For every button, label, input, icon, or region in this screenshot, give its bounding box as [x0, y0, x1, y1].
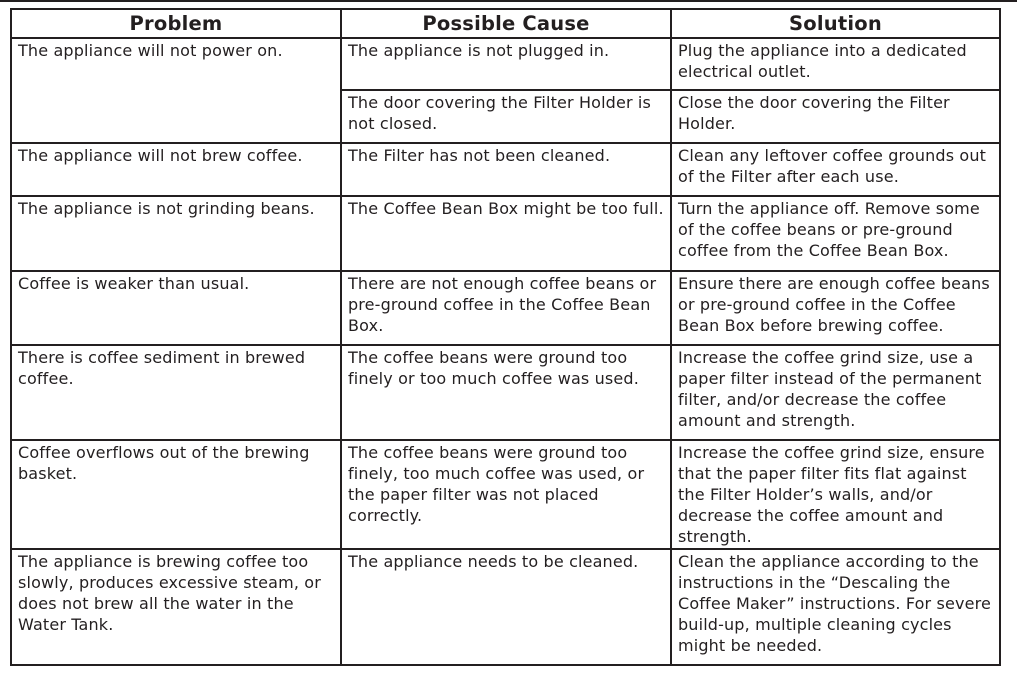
- page-top-rule: [0, 0, 1017, 2]
- solution-cell: Ensure there are enough coffee beans or pre-ground coffee in the Coffee Bean Box before brewing coffee.: [671, 271, 1000, 345]
- problem-cell: There is coffee sediment in brewed coffee.: [11, 345, 341, 440]
- problem-cell: Coffee is weaker than usual.: [11, 271, 341, 345]
- solution-cell: Increase the coffee grind size, use a paper filter instead of the permanent filter, and/or decrease the coffee amount and strength.: [671, 345, 1000, 440]
- table-row: [11, 440, 1000, 549]
- table-body: [11, 38, 1000, 665]
- cause-cell: The appliance is not plugged in.: [341, 38, 671, 90]
- solution-cell: Increase the coffee grind size, ensure that the paper filter fits flat against the Filter Holder’s walls, and/or decrease the coffee amount and strength.: [671, 440, 1000, 549]
- header-solution: Solution: [671, 9, 1000, 38]
- cause-cell: The door covering the Filter Holder is not closed.: [341, 90, 671, 143]
- cause-cell: The coffee beans were ground too finely, too much coffee was used, or the paper filter was not placed correctly.: [341, 440, 671, 549]
- problem-cell: The appliance will not brew coffee.: [11, 143, 341, 196]
- table-row: [11, 196, 1000, 271]
- solution-cell: Clean the appliance according to the instructions in the “Descaling the Coffee Maker” instructions. For severe build-up, multiple cleaning cycles might be needed.: [671, 549, 1000, 665]
- cause-cell: The Coffee Bean Box might be too full.: [341, 196, 671, 271]
- cause-cell: The coffee beans were ground too finely or too much coffee was used.: [341, 345, 671, 440]
- cause-cell: The appliance needs to be cleaned.: [341, 549, 671, 665]
- cause-cell: The Filter has not been cleaned.: [341, 143, 671, 196]
- cropped-heading-fragment: [636, 0, 646, 2]
- problem-cell: Coffee overflows out of the brewing basket.: [11, 440, 341, 549]
- solution-cell: Close the door covering the Filter Holder.: [671, 90, 1000, 143]
- cause-cell: There are not enough coffee beans or pre-ground coffee in the Coffee Bean Box.: [341, 271, 671, 345]
- problem-cell: The appliance will not power on.: [11, 38, 341, 143]
- problem-cell: The appliance is not grinding beans.: [11, 196, 341, 271]
- table-row: [11, 345, 1000, 440]
- problem-cell: The appliance is brewing coffee too slowly, produces excessive steam, or does not brew all the water in the Water Tank.: [11, 549, 341, 665]
- header-problem: Problem: [11, 9, 341, 38]
- solution-cell: Plug the appliance into a dedicated electrical outlet.: [671, 38, 1000, 90]
- header-row: [11, 9, 1000, 38]
- table-row: [11, 271, 1000, 345]
- table-header: [11, 9, 1000, 38]
- table-row: [11, 38, 1000, 90]
- table-row: [11, 143, 1000, 196]
- solution-cell: Clean any leftover coffee grounds out of the Filter after each use.: [671, 143, 1000, 196]
- table-row: [11, 549, 1000, 665]
- troubleshooting-table: [10, 8, 1001, 666]
- solution-cell: Turn the appliance off. Remove some of the coffee beans or pre-ground coffee from the Coffee Bean Box.: [671, 196, 1000, 271]
- header-possible-cause: Possible Cause: [341, 9, 671, 38]
